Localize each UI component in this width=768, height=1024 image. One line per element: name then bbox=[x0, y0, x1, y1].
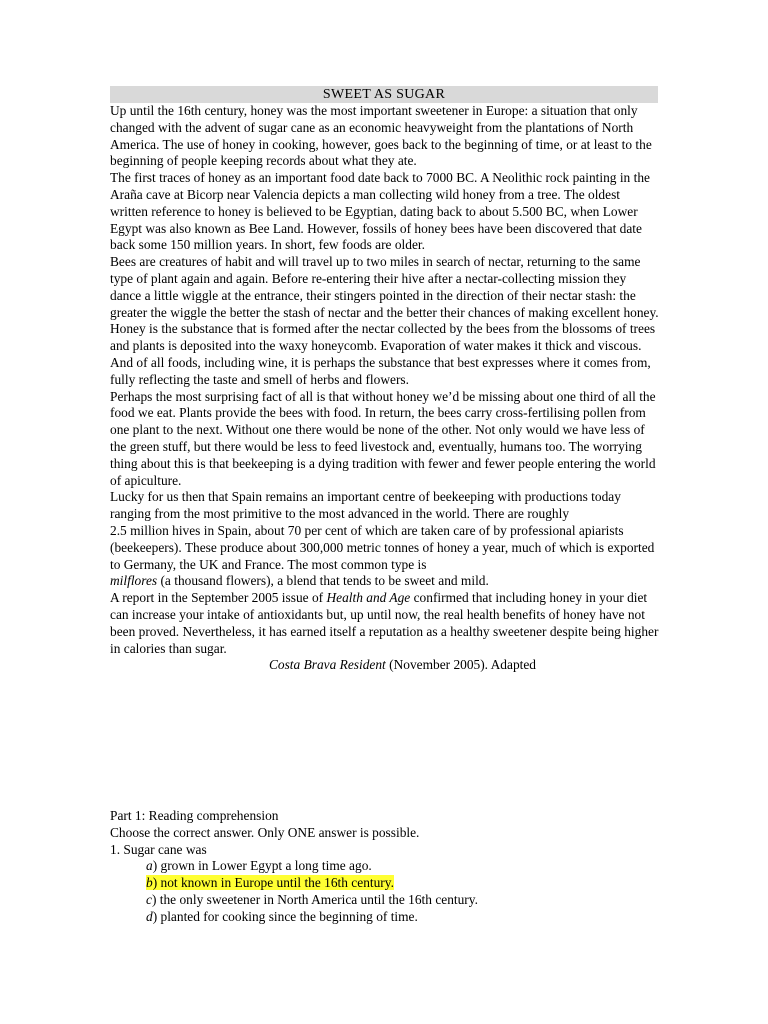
question-1: 1. Sugar cane was bbox=[110, 841, 207, 857]
option-text: ) grown in Lower Egypt a long time ago. bbox=[152, 858, 372, 874]
option-c[interactable] bbox=[146, 892, 670, 909]
magazine-title: Health and Age bbox=[326, 590, 411, 606]
option-letter: a bbox=[146, 858, 153, 874]
paragraph-3: Bees are creatures of habit and will travel up to two miles in search of nectar, returning to the same type of plant again and again. Before re-entering their hive after a nectar-collecting mission they dance a little wiggle at the entrance, their stingers pointed in the direction of their nectar stash: the greater the wiggle the better the stash of nectar and the better their chances of making excellent honey. bbox=[110, 254, 659, 320]
option-a[interactable] bbox=[146, 858, 670, 875]
paragraph-4: Honey is the substance that is formed after the nectar collected by the bees from the blossoms of trees and plants is deposited into the waxy honeycomb. Evaporation of water makes it thick and viscous. And of all foods, including wine, it is perhaps the substance that best expresses where it comes from, fully reflecting the taste and smell of herbs and flowers. bbox=[110, 321, 656, 387]
paragraph-6: Lucky for us then that Spain remains an important centre of beekeeping with productions today ranging from the most primitive to the most advanced in the world. There are roughly bbox=[110, 489, 621, 522]
part-title: Part 1: Reading comprehension bbox=[110, 808, 279, 823]
paragraph-7-text: 2.5 million hives in Spain, about 70 per cent of which are taken care of by professional apiarists (beekeepers). These produce about 300,000 metric tonnes of honey a year, much of which is exported to Germany, the UK and France. The most common type is bbox=[110, 522, 655, 572]
option-text: ) planted for cooking since the beginning of time. bbox=[152, 908, 418, 924]
article-body bbox=[110, 103, 660, 674]
option-d[interactable] bbox=[146, 909, 670, 926]
paragraph-7 bbox=[110, 523, 660, 590]
option-text: ) not known in Europe until the 16th century. bbox=[152, 875, 394, 891]
paragraph-2: The first traces of honey as an important food date back to 7000 BC. A Neolithic rock painting in the Araña cave at Bicorp near Valencia depicts a man collecting wild honey from a tree. The oldest written reference to honey is believed to be Egyptian, dating back to about 5.500 BC, when Lower Egypt was also known as Bee Land. However, fossils of honey bees have been discovered that date back some 150 million years. In short, few foods are older. bbox=[110, 170, 650, 253]
answer-options bbox=[110, 858, 670, 925]
option-text: ) the only sweetener in North America until the 16th century. bbox=[151, 891, 478, 907]
option-letter: c bbox=[146, 891, 152, 907]
highlighted-answer bbox=[146, 875, 394, 890]
paragraph-7-end: (a thousand flowers), a blend that tends to be sweet and mild. bbox=[157, 573, 489, 589]
instructions: Choose the correct answer. Only ONE answer is possible. bbox=[110, 824, 420, 840]
source-publication: Costa Brava Resident bbox=[268, 657, 386, 673]
paragraph-8-end: confirmed that including honey in your diet can increase your intake of antioxidants but, up until now, the real health benefits of honey have not been proved. Nevertheless, it has earned itself a reputation as a healthy sweetener despite being higher in calories than sugar. bbox=[110, 590, 659, 656]
exercise-section bbox=[110, 808, 670, 926]
paragraph-8-start: A report in the September 2005 issue of bbox=[110, 590, 327, 606]
article-title: SWEET AS SUGAR bbox=[110, 86, 658, 103]
milflores-term: milflores bbox=[110, 573, 158, 589]
source-citation bbox=[110, 657, 660, 674]
paragraph-8 bbox=[110, 590, 660, 657]
paragraph-1: Up until the 16th century, honey was the most important sweetener in Europe: a situation that only changed with the advent of sugar cane as an economic heavyweight from the plantations of North America. The use of honey in cooking, however, goes back to the beginning of time, or at least to the beginning of people keeping records about what they ate. bbox=[110, 103, 652, 169]
option-letter: d bbox=[146, 908, 153, 924]
option-letter: b bbox=[146, 875, 153, 891]
option-b[interactable] bbox=[146, 875, 670, 892]
paragraph-5: Perhaps the most surprising fact of all is that without honey we’d be missing about one third of all the food we eat. Plants provide the bees with food. In return, the bees carry cross-fertilising pollen from one plant to the next. Without one there would be none of the other. Not only would we have less of the green stuff, but there would be less to feed livestock and, eventually, humans too. The worrying thing about this is that beekeeping is a dying tradition with fewer and fewer people entering the world of apiculture. bbox=[110, 388, 656, 488]
source-date: (November 2005). Adapted bbox=[385, 657, 536, 673]
